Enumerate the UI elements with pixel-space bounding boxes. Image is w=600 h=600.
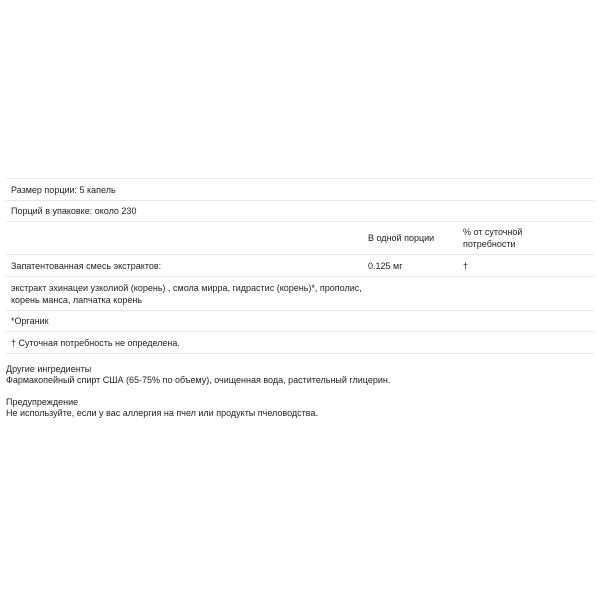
organic-row — [6, 311, 594, 332]
supplement-facts-table — [6, 178, 594, 354]
other-ingredients-text: Фармакопейный спирт США (65-75% по объему), очищенная вода, растительный глицерин. — [6, 375, 391, 385]
dv-note: † Суточная потребность не определена. — [11, 337, 180, 348]
warning-section — [6, 397, 318, 419]
warning-title: Предупреждение — [6, 397, 79, 407]
serving-size-row — [6, 179, 594, 201]
servings-per-container: Порций в упаковке: около 230 — [11, 206, 137, 216]
dv-note-row — [6, 332, 594, 354]
other-ingredients-title: Другие ингредиенты — [6, 364, 92, 374]
warning-text: Не используйте, если у вас аллергия на пчел или продукты пчеловодства. — [6, 408, 318, 418]
blend-row — [6, 255, 594, 277]
servings-row — [6, 201, 594, 222]
blend-dv: † — [463, 260, 469, 271]
organic-note: *Органик — [11, 316, 49, 326]
blend-name: Запатентованная смесь экстрактов: — [11, 260, 162, 271]
header-row — [6, 222, 594, 255]
header-per-serving: В одной порции — [368, 233, 435, 243]
blend-amount: 0.125 мг — [368, 260, 403, 271]
other-ingredients-section — [6, 364, 390, 386]
blend-ingredients: экстракт эхинацеи узколиой (корень) , смола мирра, гидрастис (корень)*, прополис, корень манса, лапчатка корень — [11, 282, 362, 305]
serving-size: Размер порции: 5 капель — [11, 184, 116, 195]
header-daily-value: % от суточной потребности — [463, 227, 523, 249]
ingredients-row — [6, 277, 594, 311]
